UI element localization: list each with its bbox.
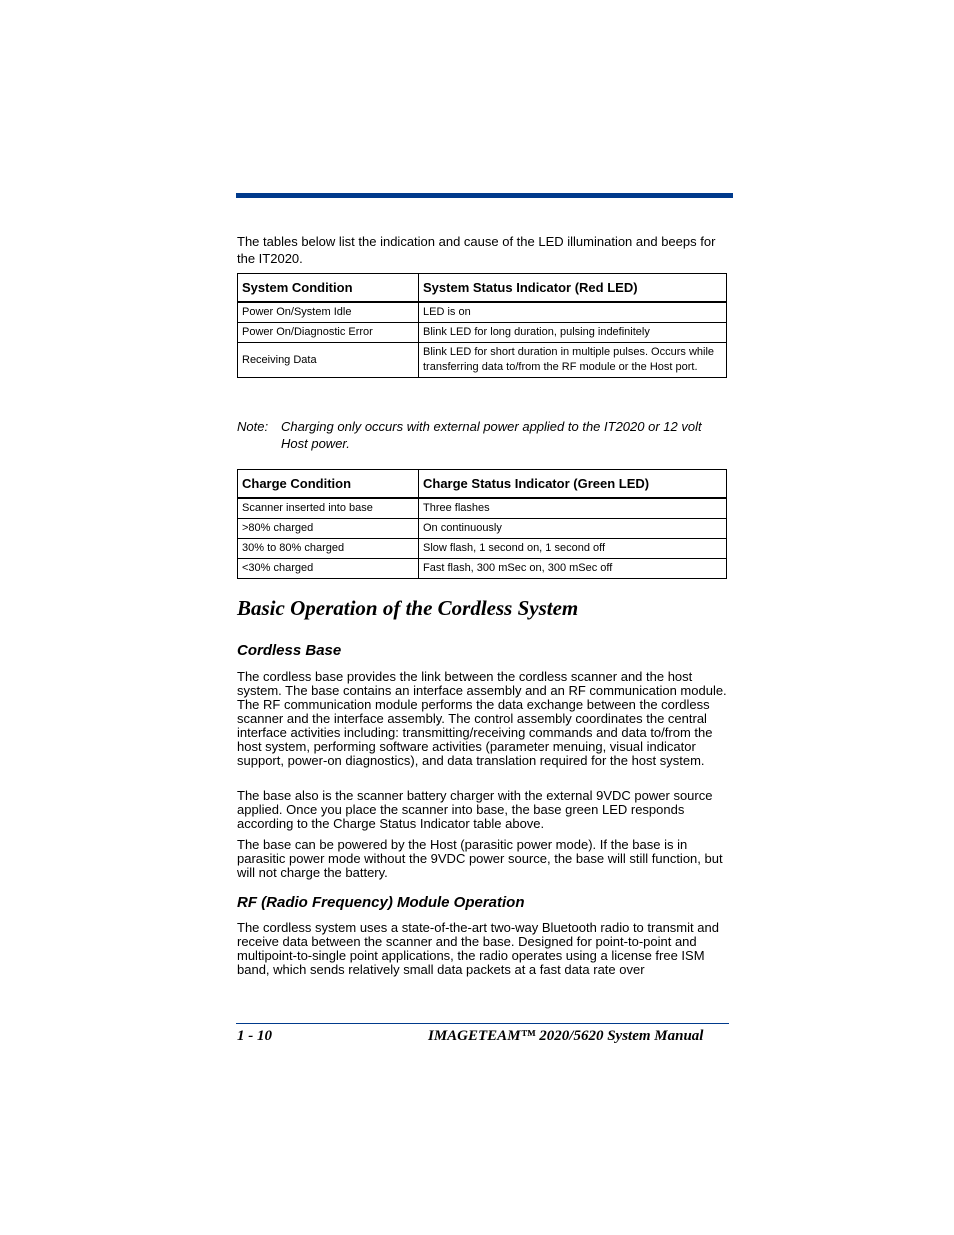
note (237, 418, 731, 452)
manual-title: IMAGETEAM™ 2020/5620 System Manual (428, 1028, 704, 1044)
table-cell: >80% charged (238, 519, 419, 539)
table-cell: Blink LED for short duration in multiple pulses. Occurs while transferring data to/from the RF module or the Host port. (419, 343, 727, 378)
header-rule (236, 193, 733, 198)
table-cell: Slow flash, 1 second on, 1 second off (419, 539, 727, 559)
subsection-title-cordless-base: Cordless Base (237, 642, 342, 659)
page-number: 1 - 10 (237, 1028, 272, 1044)
section-title: Basic Operation of the Cordless System (237, 596, 579, 620)
table-cell: Power On/Diagnostic Error (238, 323, 419, 343)
table-header-row (238, 274, 727, 303)
table-row (238, 498, 727, 519)
table-row (238, 519, 727, 539)
green-led-table (237, 469, 727, 579)
red-led-table (237, 273, 727, 378)
paragraph: The base also is the scanner battery charger with the external 9VDC power source applied. Once you place the scanner into base, the base green LED responds according to the Charge Status Indicator table above. (237, 788, 713, 831)
note-label: Note: (237, 419, 269, 434)
table-cell: Power On/System Idle (238, 302, 419, 323)
table-cell: <30% charged (238, 559, 419, 579)
footer-rule (236, 1023, 729, 1024)
table-cell: 30% to 80% charged (238, 539, 419, 559)
column-header: System Condition (238, 274, 419, 303)
column-header: Charge Status Indicator (Green LED) (419, 470, 727, 499)
table-cell: Blink LED for long duration, pulsing indefinitely (419, 323, 727, 343)
table-row (238, 302, 727, 323)
table-cell: Receiving Data (238, 343, 419, 378)
paragraph: The cordless base provides the link between the cordless scanner and the host system. The base contains an interface assembly and an RF communication module. The RF communication module performs the data exchange between the cordless scanner and the interface assembly. The control assembly coordinates the central interface activities including: transmitting/receiving commands and data to/from the host system, performing software activities (parameter menuing, visual indicator support, power-on diagnostics), and data translation required for the host system. (237, 669, 727, 768)
table-row (238, 343, 727, 378)
table-row (238, 323, 727, 343)
column-header: System Status Indicator (Red LED) (419, 274, 727, 303)
table-cell: LED is on (419, 302, 727, 323)
table-cell: Fast flash, 300 mSec on, 300 mSec off (419, 559, 727, 579)
table-cell: Scanner inserted into base (238, 498, 419, 519)
subsection-title-rf-module: RF (Radio Frequency) Module Operation (237, 894, 525, 911)
table-row (238, 559, 727, 579)
paragraph: The cordless system uses a state-of-the-art two-way Bluetooth radio to transmit and receive data between the scanner and the base. Designed for point-to-point and multipoint-to-single point applications, the radio operates using a license free ISM band, which sends relatively small data packets at a fast data rate over (237, 920, 719, 977)
table-row (238, 539, 727, 559)
table-header-row (238, 470, 727, 499)
note-text: Charging only occurs with external power applied to the IT2020 or 12 volt Host power. (281, 419, 702, 451)
table-cell: Three flashes (419, 498, 727, 519)
column-header: Charge Condition (238, 470, 419, 499)
table-cell: On continuously (419, 519, 727, 539)
paragraph: The base can be powered by the Host (parasitic power mode). If the base is in parasitic power mode without the 9VDC power source, the base will still function, but will not charge the battery. (237, 837, 723, 880)
intro-text: The tables below list the indication and cause of the LED illumination and beeps for the IT2020. (237, 234, 716, 266)
